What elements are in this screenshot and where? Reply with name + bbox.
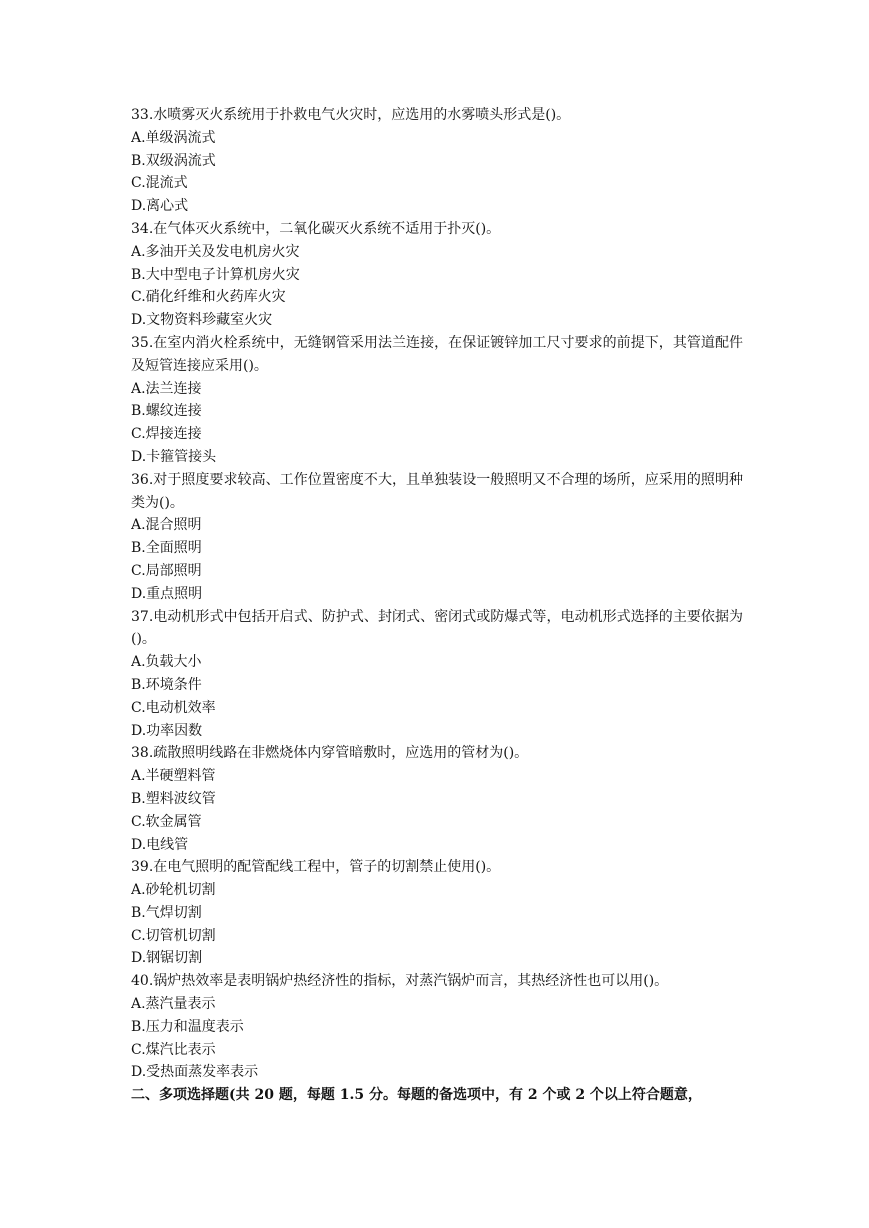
option-d: D.卡箍管接头 xyxy=(131,448,217,465)
option-c: C.切管机切割 xyxy=(131,927,216,944)
option-a: A.单级涡流式 xyxy=(131,129,216,146)
option-b: B.大中型电子计算机房火灾 xyxy=(131,266,300,283)
option-a: A.混合照明 xyxy=(131,517,202,534)
question-block xyxy=(131,104,743,218)
question-stem: 37.电动机形式中包括开启式、防护式、封闭式、密闭式或防爆式等，电动机形式选择的主要依据为()。 xyxy=(131,608,743,648)
question-block xyxy=(131,218,743,332)
option-b: B.塑料波纹管 xyxy=(131,790,216,807)
option-d: D.离心式 xyxy=(131,198,189,215)
option-a: A.砂轮机切割 xyxy=(131,882,216,899)
option-a: A.法兰连接 xyxy=(131,380,202,397)
option-c: C.局部照明 xyxy=(131,562,202,579)
question-stem: 39.在电气照明的配管配线工程中，管子的切割禁止使用()。 xyxy=(131,859,501,876)
option-a: A.半硬塑料管 xyxy=(131,768,216,785)
question-stem: 36.对于照度要求较高、工作位置密度不大，且单独装设一般照明又不合理的场所，应采用的照明种类为()。 xyxy=(131,471,743,511)
section-heading: 二、多项选择题(共 20 题，每题 1.5 分。每题的备选项中，有 2 个或 2 个以上符合题意， xyxy=(131,1087,702,1104)
question-block xyxy=(131,606,743,743)
option-b: B.螺纹连接 xyxy=(131,403,202,420)
option-b: B.气焊切割 xyxy=(131,904,202,921)
option-c: C.焊接连接 xyxy=(131,426,202,443)
option-a: A.蒸汽量表示 xyxy=(131,996,216,1013)
option-c: C.软金属管 xyxy=(131,813,202,830)
question-block xyxy=(131,856,743,970)
option-c: C.硝化纤维和火药库火灾 xyxy=(131,289,286,306)
question-list xyxy=(131,104,743,1107)
option-c: C.混流式 xyxy=(131,175,188,192)
option-d: D.受热面蒸发率表示 xyxy=(131,1064,259,1081)
question-stem: 38.疏散照明线路在非燃烧体内穿管暗敷时，应选用的管材为()。 xyxy=(131,745,529,762)
option-b: B.环境条件 xyxy=(131,676,202,693)
option-b: B.双级涡流式 xyxy=(131,152,216,169)
question-block xyxy=(131,469,743,606)
option-d: D.钢锯切割 xyxy=(131,950,203,967)
option-d: D.重点照明 xyxy=(131,585,203,602)
option-d: D.电线管 xyxy=(131,836,189,853)
option-c: C.煤汽比表示 xyxy=(131,1041,216,1058)
question-stem: 34.在气体灭火系统中，二氧化碳灭火系统不适用于扑灭()。 xyxy=(131,220,501,237)
option-b: B.全面照明 xyxy=(131,540,202,557)
option-d: D.功率因数 xyxy=(131,722,203,739)
option-a: A.多油开关及发电机房火灾 xyxy=(131,243,300,260)
option-a: A.负载大小 xyxy=(131,654,202,671)
option-d: D.文物资料珍藏室火灾 xyxy=(131,312,273,329)
question-block xyxy=(131,742,743,856)
question-stem: 40.锅炉热效率是表明锅炉热经济性的指标，对蒸汽锅炉而言，其热经济性也可以用()。 xyxy=(131,973,669,990)
question-stem: 33.水喷雾灭火系统用于扑救电气火灾时，应选用的水雾喷头形式是()。 xyxy=(131,107,571,123)
option-b: B.压力和温度表示 xyxy=(131,1018,244,1035)
question-stem: 35.在室内消火栓系统中，无缝钢管采用法兰连接，在保证镀锌加工尺寸要求的前提下，其管道配件及短管连接应采用()。 xyxy=(131,334,743,374)
option-c: C.电动机效率 xyxy=(131,699,216,716)
question-block xyxy=(131,332,743,469)
question-block xyxy=(131,970,743,1084)
